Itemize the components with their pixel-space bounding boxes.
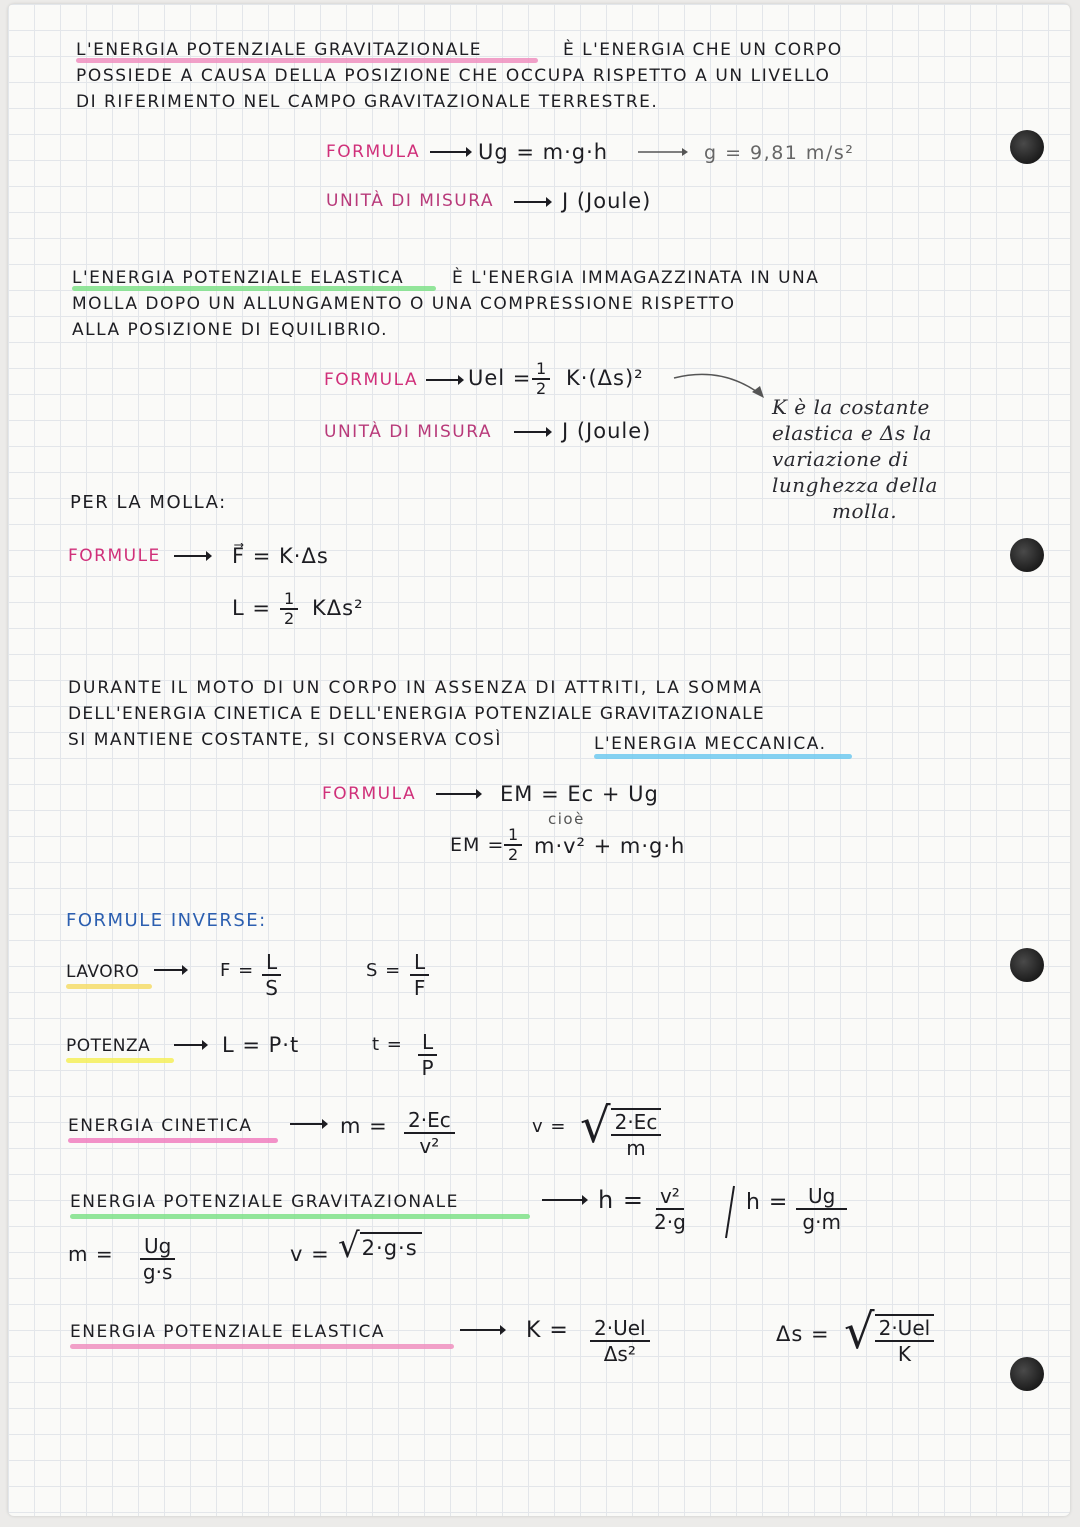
highlight-blue: [594, 754, 852, 759]
elastic-definition-line: ALLA POSIZIONE DI EQUILIBRIO.: [72, 320, 388, 340]
elastic-formula-rhs: K·(Δs)²: [566, 366, 644, 390]
elastic-note-line: variazione di: [772, 447, 909, 471]
elastic-unit: J (Joule): [562, 419, 652, 443]
grav-definition-rest: È L'ENERGIA CHE UN CORPO: [563, 40, 843, 60]
grav-m-lhs: m =: [68, 1242, 114, 1266]
grav-definition-line: DI RIFERIMENTO NEL CAMPO GRAVITAZIONALE TERRESTRE.: [76, 92, 659, 112]
mech-text-line: DELL'ENERGIA CINETICA E DELL'ENERGIA POTENZIALE GRAVITAZIONALE: [68, 704, 765, 724]
fraction: [404, 1108, 455, 1158]
arrow-icon: [434, 786, 482, 802]
grav-unit: J (Joule): [562, 189, 652, 213]
fraction-numerator: Ug: [796, 1184, 847, 1210]
cinetica-m-lhs: m =: [340, 1114, 388, 1138]
arrow-icon: [424, 372, 464, 388]
arrow-icon: [512, 424, 552, 440]
grav-definition-line: POSSIEDE A CAUSA DELLA POSIZIONE CHE OCCUPA RISPETTO A UN LIVELLO: [76, 66, 831, 86]
binder-hole: [1010, 1357, 1044, 1391]
arrow-icon: [458, 1322, 506, 1338]
mech-cioe: cioè: [548, 810, 585, 828]
fraction-denominator: v²: [419, 1134, 440, 1158]
fraction: [280, 590, 298, 628]
highlight-yellow: [66, 1058, 174, 1063]
elastic-note-line: elastica e Δs la: [772, 421, 932, 445]
arrow-icon: [172, 1037, 208, 1053]
fraction-numerator: 2·Ec: [404, 1108, 455, 1134]
mech-term: L'ENERGIA MECCANICA.: [594, 734, 827, 754]
mech-formula-label: FORMULA: [322, 784, 417, 804]
fraction: [140, 1234, 175, 1284]
fraction: [418, 1030, 437, 1080]
potenza-label: POTENZA: [66, 1036, 151, 1056]
square-root: [338, 1226, 422, 1266]
fraction: [410, 950, 429, 1000]
curved-arrow-icon: [672, 366, 768, 402]
elastic-formula-label: FORMULA: [324, 370, 419, 390]
arrow-icon: [540, 1192, 588, 1208]
fraction-numerator: 2·Ec: [611, 1110, 662, 1136]
elastic-definition-line: MOLLA DOPO UN ALLUNGAMENTO O UNA COMPRESSIONE RISPETTO: [72, 294, 736, 314]
elastica-label: ENERGIA POTENZIALE ELASTICA: [70, 1322, 386, 1342]
notebook-page: [8, 4, 1070, 1516]
grav-formula-label: FORMULA: [326, 142, 421, 162]
fraction: [504, 826, 522, 864]
arrow-icon: [636, 144, 688, 160]
mech-text-line: SI MANTIENE COSTANTE, SI CONSERVA COSÌ: [68, 730, 502, 750]
potenza-t-lhs: t =: [372, 1034, 403, 1055]
elastica-k-lhs: K =: [526, 1318, 569, 1343]
elastic-note-line: molla.: [832, 499, 898, 523]
fraction-denominator: P: [421, 1056, 434, 1080]
fraction-denominator: g·s: [142, 1260, 173, 1284]
binder-hole: [1010, 538, 1044, 572]
grav-formula: Ug = m·g·h: [478, 140, 609, 164]
fraction: [262, 950, 281, 1000]
fraction: [796, 1184, 847, 1234]
grav-v-lhs: v =: [290, 1242, 330, 1266]
arrow-icon: [288, 1116, 328, 1132]
spring-heading: PER LA MOLLA:: [70, 492, 227, 513]
radical-sign: √: [338, 1226, 360, 1266]
lavoro-label: LAVORO: [66, 962, 140, 982]
gravity-value: g = 9,81 m/s²: [704, 142, 855, 164]
highlight-pink: [70, 1344, 454, 1349]
arrow-icon: [172, 548, 212, 564]
radicand: [611, 1108, 662, 1160]
fraction-numerator: L: [410, 950, 429, 976]
cinetica-label: ENERGIA CINETICA: [68, 1116, 253, 1136]
fraction-denominator: 2: [536, 379, 547, 398]
radicand: [875, 1314, 935, 1366]
fraction-numerator: 2·Uel: [590, 1316, 650, 1342]
highlight-yellow: [66, 984, 152, 989]
fraction-numerator: 1: [532, 360, 550, 380]
mech-formula: EM = Ec + Ug: [500, 782, 659, 806]
elastica-ds-lhs: Δs =: [776, 1322, 830, 1346]
fraction-numerator: L: [418, 1030, 437, 1056]
arrow-icon: [152, 962, 188, 978]
radical-sign: √: [844, 1304, 875, 1360]
arrow-icon: [428, 144, 472, 160]
potenza-l-formula: L = P·t: [222, 1033, 300, 1057]
binder-hole: [1010, 130, 1044, 164]
fraction-numerator: L: [262, 950, 281, 976]
grav-h2-lhs: h =: [746, 1190, 789, 1215]
elastic-note-line: K è la costante: [772, 395, 930, 419]
divider-slash: [722, 1184, 738, 1240]
fraction-denominator: Δs²: [603, 1342, 636, 1366]
fraction-numerator: Ug: [140, 1234, 175, 1260]
fraction-denominator: 2: [508, 845, 519, 864]
arrow-icon: [512, 194, 552, 210]
highlight-green: [70, 1214, 530, 1219]
highlight-pink: [68, 1138, 278, 1143]
square-root: [580, 1100, 661, 1160]
fraction-denominator: S: [265, 976, 278, 1000]
elastic-formula-lhs: Uel =: [468, 366, 532, 390]
radical-sign: √: [580, 1098, 611, 1154]
spring-work-lhs: L =: [232, 596, 271, 620]
fraction-numerator: 2·Uel: [875, 1316, 935, 1342]
fraction: [654, 1184, 686, 1234]
elastic-definition-term: L'ENERGIA POTENZIALE ELASTICA: [72, 268, 405, 288]
fraction-denominator: m: [626, 1136, 646, 1160]
fraction: [590, 1316, 650, 1366]
fraction-denominator: 2·g: [654, 1210, 686, 1234]
fraction-numerator: 1: [504, 826, 522, 846]
fraction-denominator: 2: [284, 609, 295, 628]
fraction-numerator: 1: [280, 590, 298, 610]
fraction-denominator: g·m: [802, 1210, 841, 1234]
lavoro-f-lhs: F =: [220, 960, 255, 981]
elastic-definition-rest: È L'ENERGIA IMMAGAZZINATA IN UNA: [452, 268, 820, 288]
fraction-denominator: K: [897, 1342, 911, 1366]
grav-h1-lhs: h =: [598, 1186, 644, 1214]
mech-text-line: DURANTE IL MOTO DI UN CORPO IN ASSENZA DI ATTRITI, LA SOMMA: [68, 678, 763, 698]
gravitazionale-label: ENERGIA POTENZIALE GRAVITAZIONALE: [70, 1192, 459, 1212]
grav-unit-label: UNITÀ DI MISURA: [326, 191, 494, 211]
radicand: 2·g·s: [360, 1232, 422, 1266]
square-root: [844, 1306, 934, 1366]
elastic-note-line: lunghezza della: [772, 473, 938, 497]
inverse-heading: FORMULE INVERSE:: [66, 910, 267, 931]
mech-formula2-lhs: EM =: [450, 834, 505, 856]
fraction-numerator: v²: [656, 1184, 684, 1210]
mech-formula2-rhs: m·v² + m·g·h: [534, 834, 686, 858]
fraction-denominator: F: [413, 976, 426, 1000]
lavoro-s-lhs: S =: [366, 960, 402, 981]
elastic-unit-label: UNITÀ DI MISURA: [324, 422, 492, 442]
cinetica-v-lhs: v =: [532, 1116, 567, 1137]
spring-work-rhs: KΔs²: [312, 596, 364, 620]
spring-formule-label: FORMULE: [68, 546, 161, 566]
binder-hole: [1010, 948, 1044, 982]
spring-force-formula: F⃗ = K·Δs: [232, 544, 329, 568]
grav-definition-term: L'ENERGIA POTENZIALE GRAVITAZIONALE: [76, 40, 483, 60]
fraction: [532, 360, 550, 398]
